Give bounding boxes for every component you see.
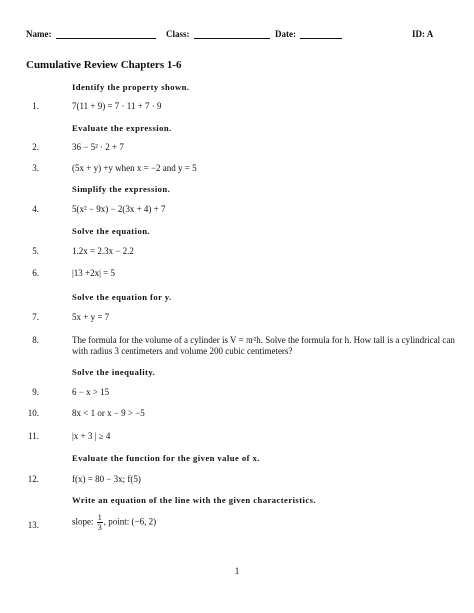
instruction-solve-inequality: Solve the inequality. <box>72 367 156 377</box>
problem-text: (5x + y) +y when x = −2 and y = 5 <box>72 163 197 173</box>
name-blank <box>56 29 156 39</box>
page-number: 1 <box>234 566 240 576</box>
problem-text: |x + 3 | ≥ 4 <box>72 431 111 441</box>
fraction-numerator: 1 <box>97 513 102 522</box>
name-label: Name: <box>26 29 52 39</box>
point-text: , point: (−6, 2) <box>103 516 157 527</box>
problem-text: f(x) = 80 − 3x; f(5) <box>72 474 141 484</box>
problem-text: 6 − x > 15 <box>72 387 110 397</box>
problem-number: 8. <box>32 335 39 345</box>
problem-number: 6. <box>32 268 39 278</box>
id-label: ID: A <box>412 29 434 39</box>
fraction-denominator: 3 <box>97 523 102 532</box>
problem-text: 5x + y = 7 <box>72 312 110 322</box>
instruction-evaluate-expression: Evaluate the expression. <box>72 123 172 133</box>
worksheet-title: Cumulative Review Chapters 1-6 <box>26 59 182 71</box>
problem-text: 8x < 1 or x − 9 > −5 <box>72 408 145 418</box>
instruction-solve-equation: Solve the equation. <box>72 226 151 236</box>
instruction-write-line-equation: Write an equation of the line with the given characteristics. <box>72 495 317 505</box>
problem-number: 13. <box>27 520 39 530</box>
instruction-evaluate-function: Evaluate the function for the given value of x. <box>72 453 260 463</box>
date-field <box>275 29 342 39</box>
problem-text: 7(11 + 9) = 7 · 11 + 7 · 9 <box>72 101 162 111</box>
slope-fraction <box>97 513 103 532</box>
date-blank <box>300 29 342 39</box>
class-blank <box>194 29 270 39</box>
problem-number: 10. <box>27 408 39 418</box>
problem-text: |13 +2x| = 5 <box>72 268 116 278</box>
problem-number: 12. <box>27 474 39 484</box>
problem-text <box>72 513 156 532</box>
problem-text: The formula for the volume of a cylinder is V = πr²h. Solve the formula for h. How tall is a cylindrical can with radius 3 centimeters and volume 200 cubic centimeters? <box>72 335 455 356</box>
name-field <box>26 29 156 39</box>
problem-text: 1.2x = 2.3x − 2.2 <box>72 246 134 256</box>
problem-number: 9. <box>32 387 39 397</box>
problem-number: 11. <box>28 431 39 441</box>
instruction-identify-property: Identify the property shown. <box>72 82 190 92</box>
class-label: Class: <box>166 29 190 39</box>
problem-text: 5(x² − 9x) − 2(3x + 4) + 7 <box>72 204 166 214</box>
problem-number: 1. <box>32 101 39 111</box>
instruction-solve-for-y: Solve the equation for y. <box>72 292 172 302</box>
class-field <box>166 29 270 39</box>
problem-number: 4. <box>32 204 39 214</box>
date-label: Date: <box>275 29 296 39</box>
instruction-simplify-expression: Simplify the expression. <box>72 184 171 194</box>
problem-number: 3. <box>32 163 39 173</box>
problem-number: 7. <box>32 312 39 322</box>
problem-number: 5. <box>32 246 39 256</box>
problem-number: 2. <box>32 142 39 152</box>
problem-text: 36 − 5² · 2 + 7 <box>72 142 124 152</box>
slope-label: slope: <box>72 516 94 527</box>
